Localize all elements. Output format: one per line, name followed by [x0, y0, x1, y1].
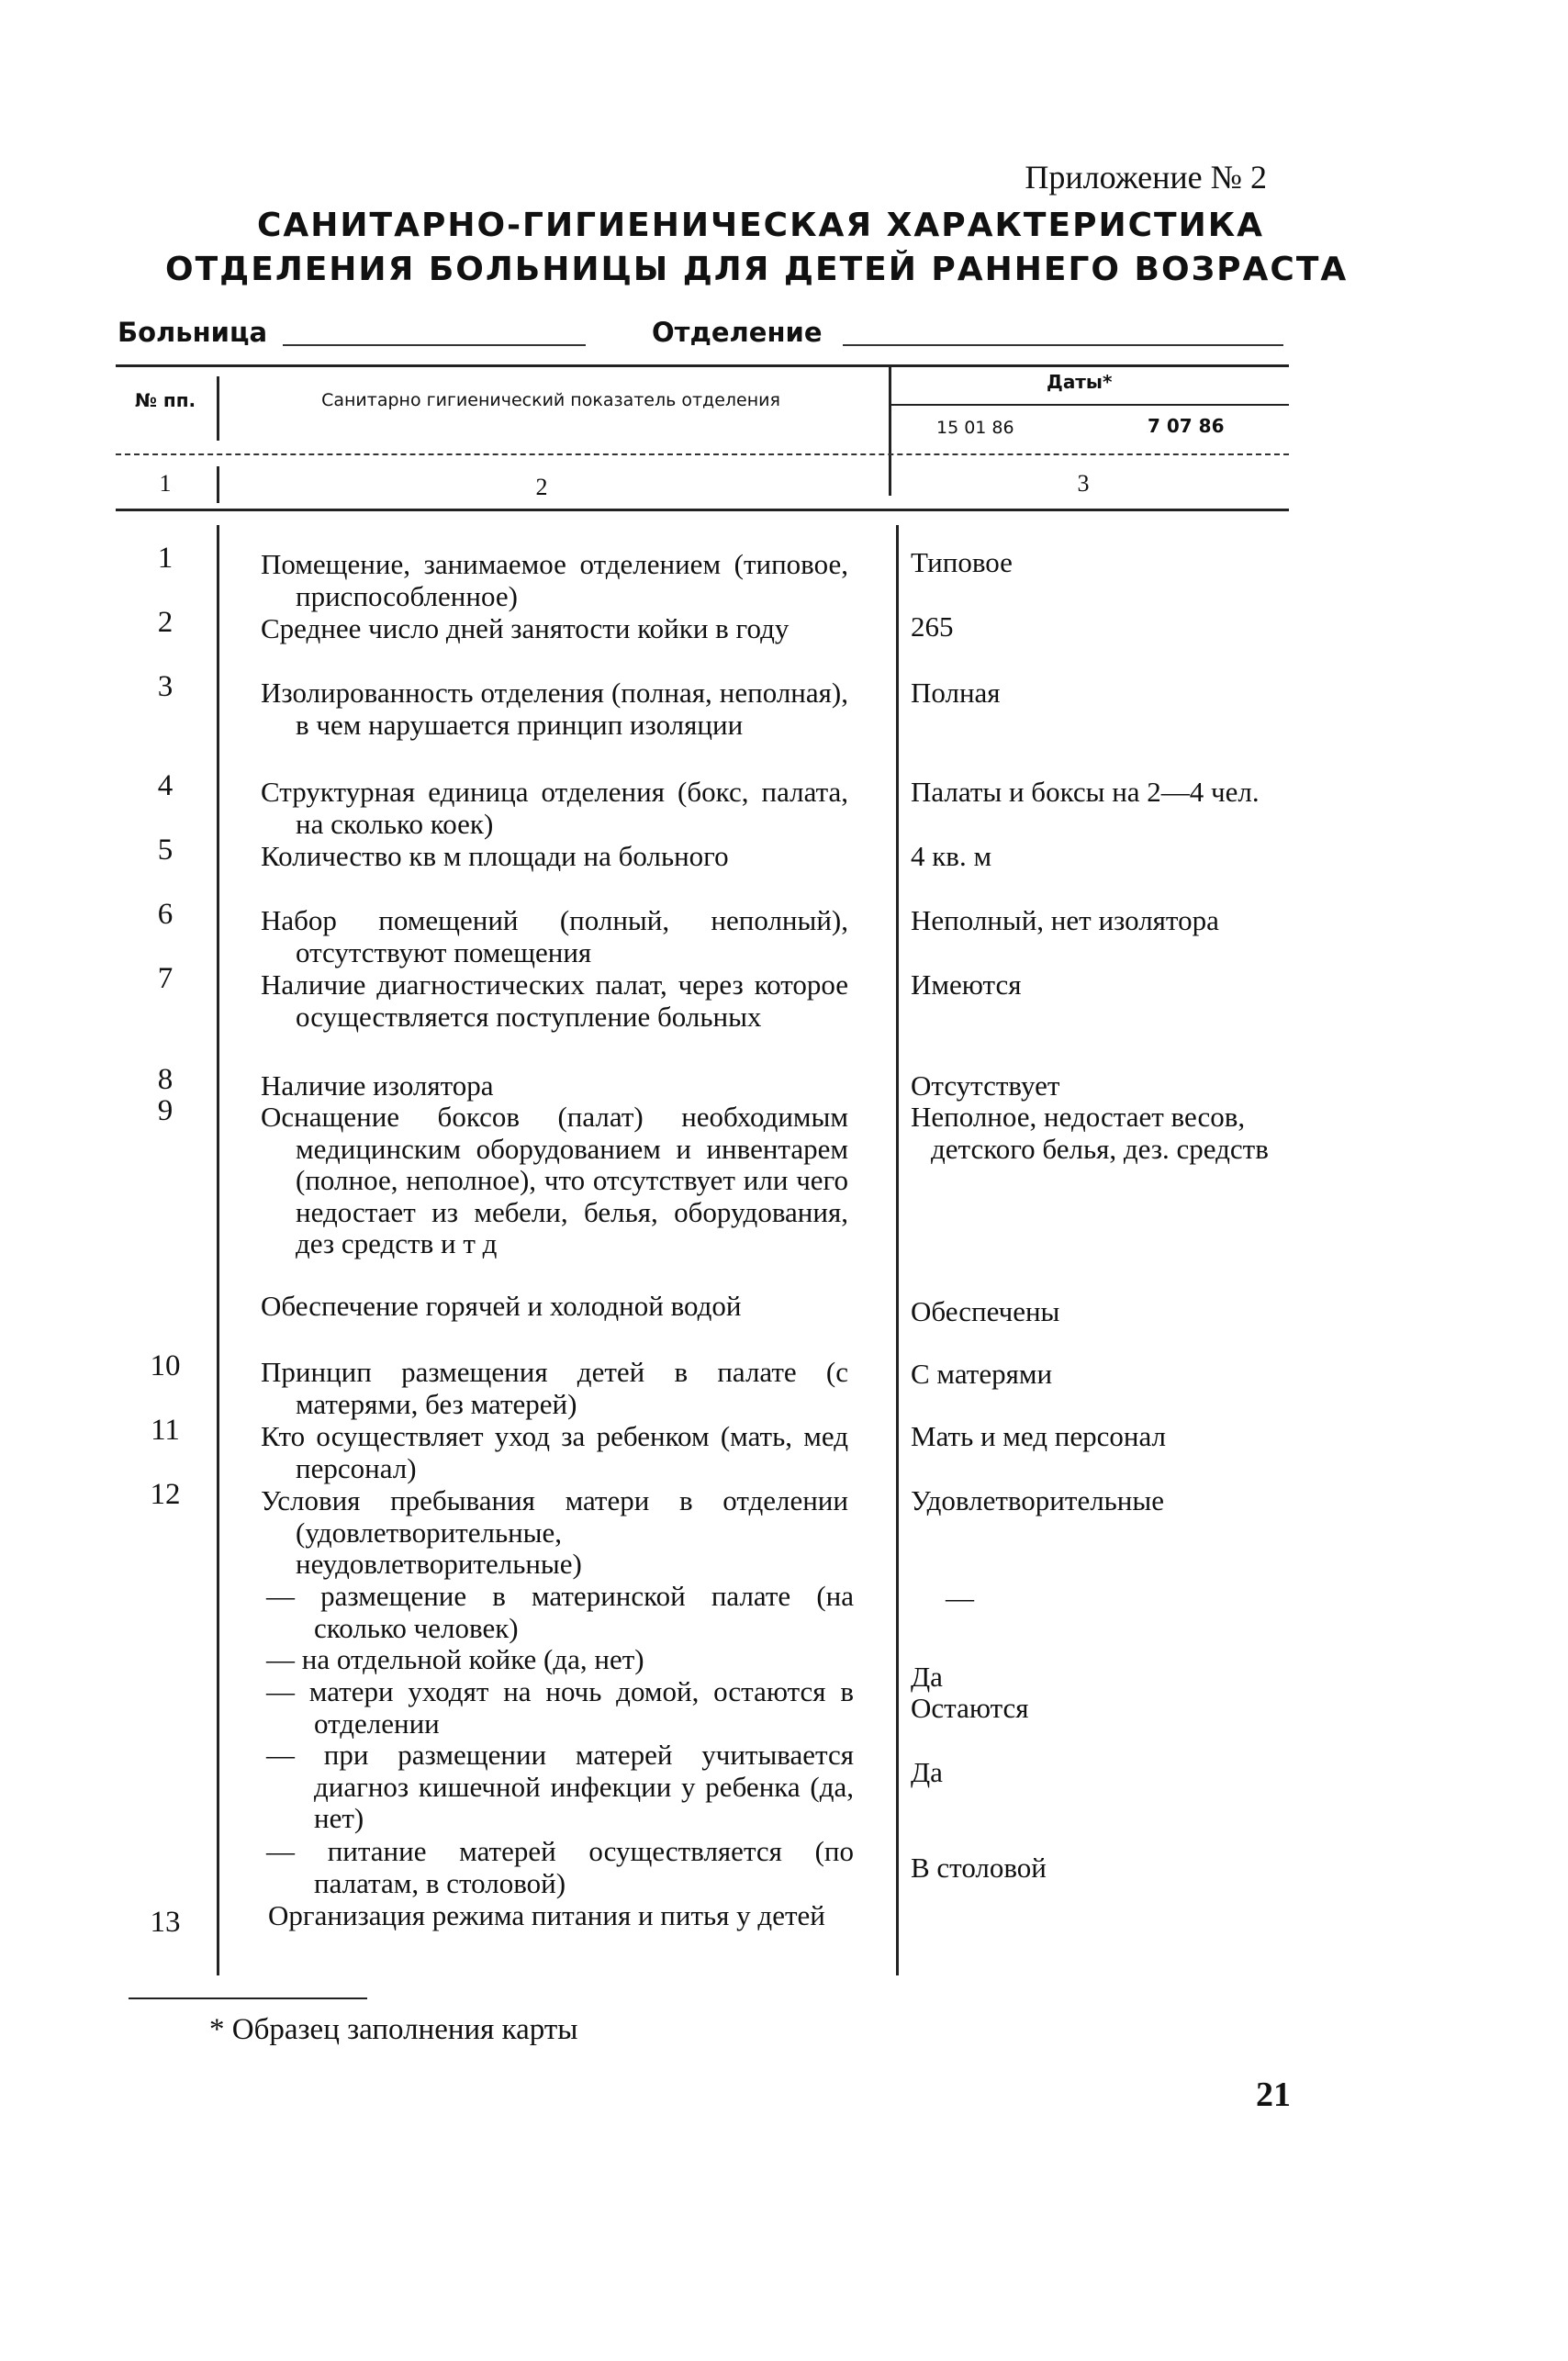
row-description: — размещение в материнской палате (на сколько человек): [266, 1580, 854, 1644]
row-value: С матерями: [911, 1358, 1053, 1390]
row-number: 2: [157, 606, 174, 639]
row-number: 5: [157, 834, 174, 867]
row-description: Обеспечение горячей и холодной водой: [261, 1290, 742, 1322]
row-description: Количество кв м площади на больного: [261, 840, 729, 872]
row-value: Обеспечены: [911, 1295, 1060, 1327]
row-description: Помещение, занимаемое отделением (типовое, приспособленное): [261, 548, 848, 612]
num-column-header: № пп.: [134, 389, 196, 411]
row-description: Организация режима питания и питья у детей: [268, 1899, 825, 1931]
dates-header: Даты*: [1047, 371, 1113, 393]
title-line-1: САНИТАРНО-ГИГИЕНИЧЕСКАЯ ХАРАКТЕРИСТИКА: [257, 207, 1264, 244]
appendix-label: Приложение № 2: [1025, 159, 1267, 196]
document-title: [165, 204, 1359, 292]
row-number: 1: [157, 542, 174, 575]
row-number: 12: [150, 1478, 181, 1511]
page-number: 21: [1256, 2076, 1291, 2114]
row-description: — питание матерей осуществляется (по палатам, в столовой): [266, 1835, 854, 1899]
row-number: 3: [157, 670, 174, 703]
body-divider-1: [217, 525, 219, 1975]
row-description: Условия пребывания матери в отделении (удовлетворительные, неудовлетворительные): [261, 1484, 848, 1580]
header-divider-2: [889, 367, 891, 496]
hospital-label: Больница: [118, 317, 268, 348]
row-value: В столовой: [911, 1852, 1047, 1884]
row-value: 265: [911, 610, 954, 643]
row-value: 4 кв. м: [911, 840, 992, 872]
row-value: Неполное, недостает весов, детского белья, дез. средств: [911, 1101, 1269, 1165]
row-description: Оснащение боксов (палат) необходимым медицинским оборудованием и инвентарем (полное, неполное), что отсутствует или чего недостает из мебели, белья, оборудования, дез средств и т д: [261, 1101, 848, 1259]
row-value: Полная: [911, 677, 1001, 709]
department-label: Отделение: [652, 317, 823, 348]
row-description: Структурная единица отделения (бокс, палата, на сколько коек): [261, 776, 848, 840]
hospital-blank-line: [283, 344, 586, 346]
row-number: 6: [157, 898, 174, 931]
title-line-2: ОТДЕЛЕНИЯ БОЛЬНИЦЫ ДЛЯ ДЕТЕЙ РАННЕГО ВОЗРАСТА: [165, 251, 1349, 288]
header-divider-1: [217, 376, 219, 441]
colnum-divider: [217, 466, 219, 503]
row-description: Изолированность отделения (полная, неполная), в чем нарушается принцип изоляции: [261, 677, 848, 741]
row-description: Кто осуществляет уход за ребенком (мать, мед персонал): [261, 1420, 848, 1484]
row-description: — на отдельной койке (да, нет): [266, 1643, 644, 1675]
row-value: Неполный, нет изолятора: [911, 904, 1219, 936]
row-description: Принцип размещения детей в палате (с матерями, без матерей): [261, 1356, 848, 1420]
row-description: — матери уходят на ночь домой, остаются в отделении: [266, 1675, 854, 1740]
row-value: Мать и мед персонал: [911, 1420, 1166, 1452]
header-bottom-rule: [116, 509, 1289, 511]
row-value: Да: [911, 1661, 943, 1693]
row-value: Типовое: [911, 546, 1013, 578]
row-value: Имеются: [911, 968, 1022, 1001]
row-value: Палаты и боксы на 2—4 чел.: [911, 776, 1260, 808]
row-description: Наличие диагностических палат, через которое осуществляется поступление больных: [261, 968, 848, 1033]
row-description: Набор помещений (полный, неполный), отсутствуют помещения: [261, 904, 848, 968]
col-number-3: 3: [1077, 470, 1090, 497]
row-description: Среднее число дней занятости койки в году: [261, 612, 790, 644]
row-number: 9: [157, 1094, 174, 1127]
row-description: — при размещении матерей учитывается диагноз кишечной инфекции у ребенка (да, нет): [266, 1739, 854, 1834]
row-value: Да: [911, 1756, 943, 1788]
row-number: 8: [157, 1063, 174, 1096]
date-2: 7 07 86: [1148, 415, 1225, 437]
dates-underline: [889, 404, 1289, 406]
date-1: 15 01 86: [936, 418, 1014, 438]
row-description: Наличие изолятора: [261, 1069, 494, 1102]
footnote-rule: [129, 1997, 367, 1999]
row-value: —: [946, 1582, 974, 1614]
form-fields-row: [118, 317, 1293, 348]
row-value: Остаются: [911, 1692, 1029, 1724]
row-value: Удовлетворительные: [911, 1484, 1164, 1516]
header-dashed-rule: [116, 453, 1289, 455]
body-divider-2: [896, 525, 899, 1975]
row-number: 7: [157, 962, 174, 995]
row-value: Отсутствует: [911, 1069, 1060, 1102]
department-blank-line: [843, 344, 1283, 346]
row-number: 11: [151, 1414, 180, 1447]
col-number-2: 2: [535, 474, 548, 500]
row-number: 13: [150, 1906, 181, 1939]
footnote: * Образец заполнения карты: [209, 2013, 578, 2046]
table-top-rule: [116, 364, 1289, 367]
indicator-column-header: Санитарно гигиенический показатель отделения: [321, 390, 780, 410]
row-number: 4: [157, 769, 174, 802]
col-number-1: 1: [159, 470, 172, 497]
row-number: 10: [150, 1349, 181, 1382]
